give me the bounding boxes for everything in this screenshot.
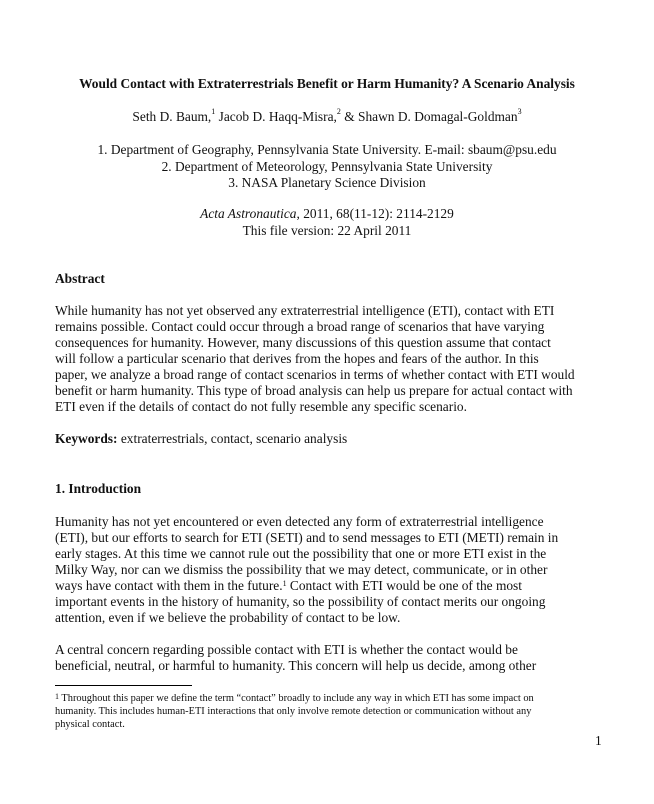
file-version: This file version: 22 April 2011 [242, 222, 412, 238]
keywords-text: extraterrestrials, contact, scenario analysis [117, 431, 348, 446]
intro-line: early stages. At this time we cannot rule out the possibility that one or more ETI exist in the [55, 546, 547, 561]
paper-title: Would Contact with Extraterrestrials Benefit or Harm Humanity? A Scenario Analysis [79, 76, 575, 91]
footnote-divider [55, 685, 192, 686]
journal-name: Acta Astronautica [200, 206, 297, 221]
citation-line: Acta Astronautica, 2011, 68(11-12): 2114-2129 [200, 206, 454, 221]
keywords [55, 431, 615, 447]
introduction-heading: 1. Introduction [55, 481, 142, 496]
keywords-label: Keywords: [55, 431, 118, 446]
abstract-line: will follow a particular scenario that derives from the hopes and fears of the author. In this [55, 351, 539, 366]
abstract-line: ETI even if the details of contact do not fully resemble any specific scenario. [55, 399, 467, 414]
page-number: 1 [595, 733, 602, 748]
author-2: Jacob D. Haqq-Misra,$^2$ [218, 107, 341, 124]
author-1: Seth D. Baum,$^1$ [132, 107, 216, 124]
footnote-line: $^1$ Throughout this paper we define the term “contact” broadly to include any way in which ETI has some impact on [55, 692, 534, 704]
author-3: & Shawn D. Domagal-Goldman$^3$ [344, 107, 522, 124]
citation [0, 206, 654, 239]
intro-line: beneficial, neutral, or harmful to humanity. This concern will help us decide, among other [55, 658, 537, 673]
author-list [0, 109, 654, 125]
affiliation-1: 1. Department of Geography, Pennsylvania State University. E-mail: sbaum@psu.edu [97, 142, 557, 157]
introduction-paragraph-1 [55, 514, 615, 626]
footnote-marker: 1 [282, 579, 287, 588]
abstract-line: consequences for humanity. However, many discussions of this question assume that contact [55, 335, 551, 350]
affiliation-3: 3. NASA Planetary Science Division [228, 175, 426, 190]
footnote [55, 692, 615, 731]
abstract-line: remains possible. Contact could occur through a broad range of scenarios that have varying [55, 319, 545, 334]
abstract-line: paper, we analyze a broad range of contact scenarios in terms of whether contact with ETI would [55, 367, 575, 382]
abstract-line: While humanity has not yet observed any extraterrestrial intelligence (ETI), contact with ETI [55, 303, 555, 318]
affiliations [0, 142, 654, 192]
intro-line: Milky Way, nor can we dismiss the possibility that we may detect, communicate, or in other [55, 562, 548, 577]
intro-line: attention, even if we believe the probability of contact to be low. [55, 610, 401, 625]
abstract-body [55, 303, 615, 415]
intro-line: A central concern regarding possible contact with ETI is whether the contact would be [55, 642, 518, 657]
footnote-line: humanity. This includes human-ETI interactions that only involve remote detection or communication without any [55, 706, 532, 717]
intro-line: Humanity has not yet encountered or even detected any form of extraterrestrial intelligence [55, 514, 544, 529]
intro-line: (ETI), but our efforts to search for ETI (SETI) and to send messages to ETI (METI) remain in [55, 530, 559, 545]
affiliation-2: 2. Department of Meteorology, Pennsylvania State University [161, 158, 493, 174]
abstract-line: benefit or harm humanity. This type of broad analysis can help us prepare for actual contact with [55, 383, 573, 398]
intro-line: important events in the history of humanity, so the possibility of contact merits our ongoing [55, 594, 546, 609]
intro-line: ways have contact with them in the future.$^1$ Contact with ETI would be one of the most [55, 578, 522, 593]
abstract-heading: Abstract [55, 271, 105, 286]
footnote-line: physical contact. [55, 719, 125, 730]
introduction-paragraph-2 [55, 642, 615, 674]
